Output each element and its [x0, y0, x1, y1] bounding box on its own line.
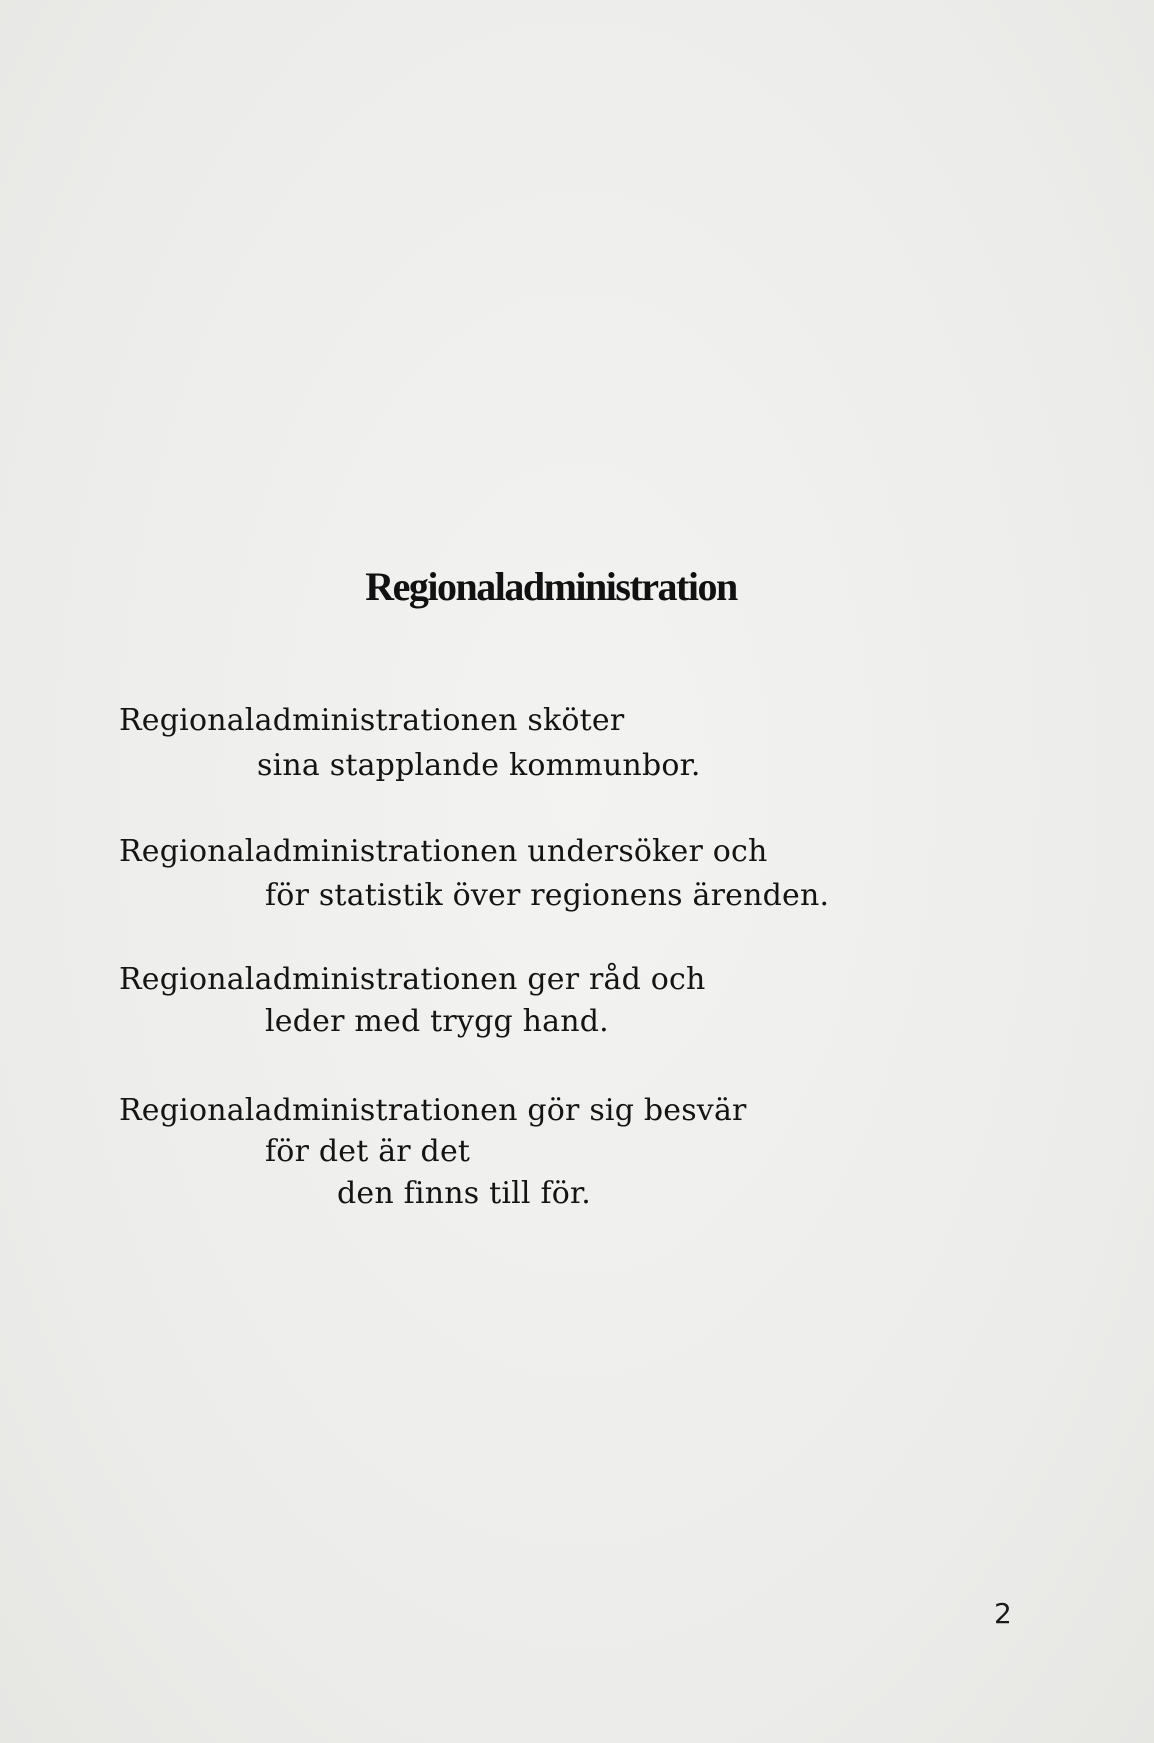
page-number: 2 [994, 1597, 1012, 1630]
stanza-2-line-2: för statistik över regionens ärenden. [265, 878, 830, 913]
stanza-1-line-1: Regionaladministrationen sköter [119, 703, 625, 738]
stanza-1-line-2: sina stapplande kommunbor. [257, 748, 701, 783]
stanza-3-line-2: leder med trygg hand. [265, 1004, 609, 1039]
stanza-4-line-2: för det är det [265, 1134, 471, 1169]
stanza-4-line-3: den finns till för. [337, 1176, 592, 1211]
stanza-4-line-1: Regionaladministrationen gör sig besvär [119, 1093, 747, 1128]
page-title: Regionaladministration [365, 564, 737, 609]
stanza-2-line-1: Regionaladministrationen undersöker och [119, 834, 768, 869]
stanza-3-line-1: Regionaladministrationen ger råd och [119, 962, 706, 997]
